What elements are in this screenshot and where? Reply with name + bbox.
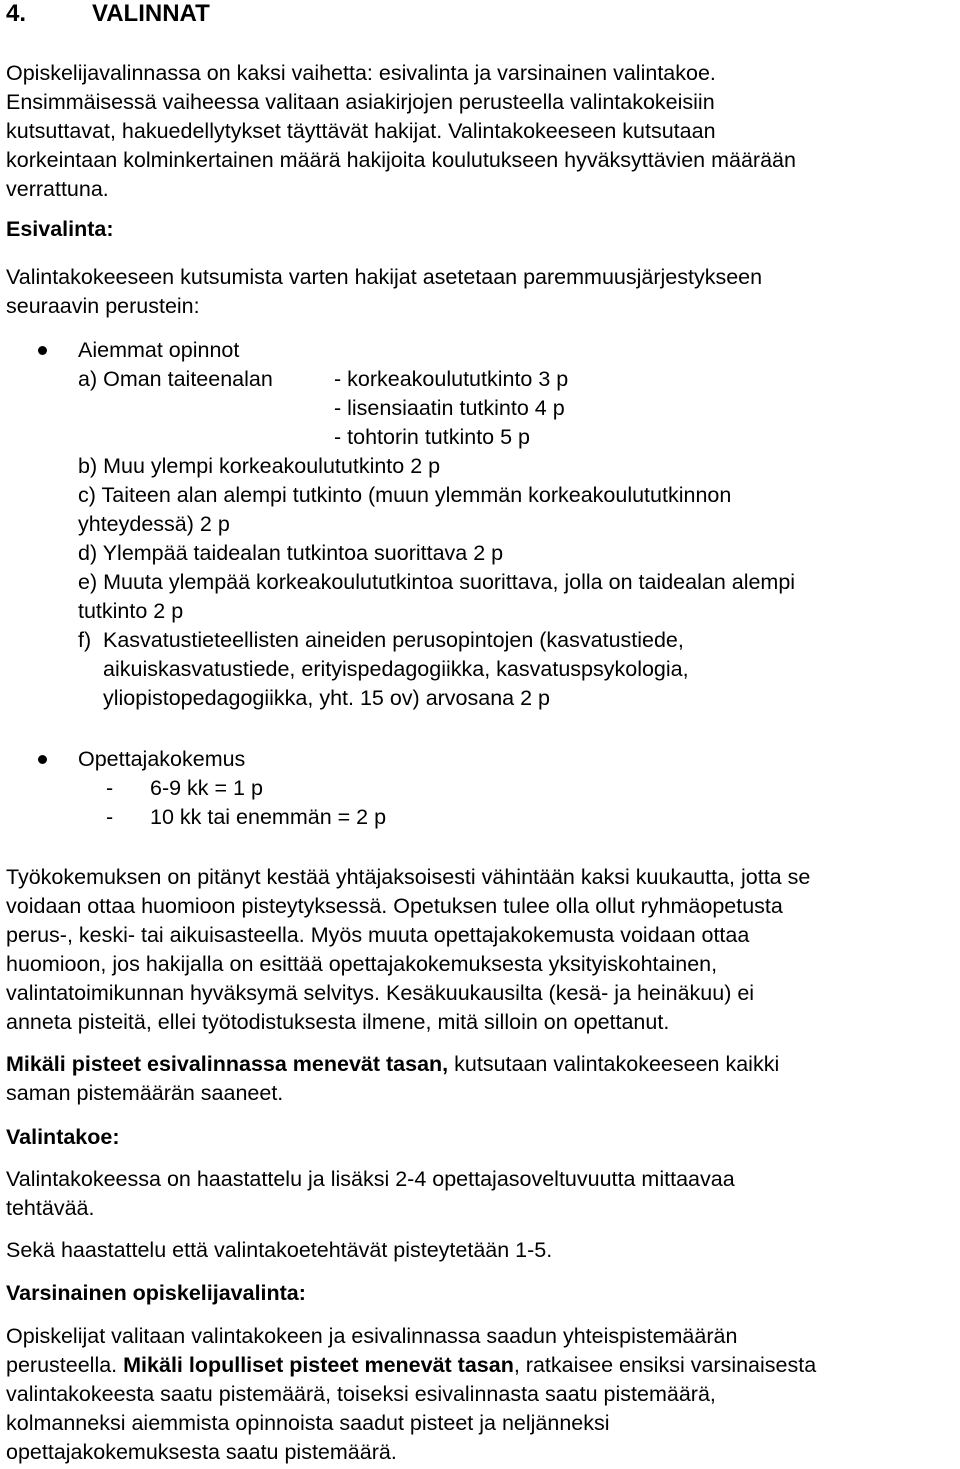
opettaja-item: 10 kk tai enemmän = 2 p: [150, 805, 387, 829]
valintakoe-heading: Valintakoe:: [6, 1125, 120, 1149]
aiemmat-item: b) Muu ylempi korkeakoulututkinto 2 p: [78, 454, 441, 478]
tasan-rest: kutsutaan valintakokeeseen kaikki: [448, 1052, 780, 1076]
aiemmat-a-label: a) Oman taiteenalan: [78, 367, 273, 391]
tasan-bold: Mikäli pisteet esivalinnassa menevät tasan,: [6, 1052, 449, 1076]
section-number: 4.: [6, 0, 27, 27]
bullet-icon: [38, 346, 47, 355]
aiemmat-item: c) Taiteen alan alempi tutkinto (muun ylemmän korkeakoulututkinnon: [78, 483, 732, 507]
intro-line: korkeintaan kolminkertainen määrä hakijoita koulutukseen hyväksyttävien määrään: [6, 148, 796, 172]
aiemmat-item: d) Ylempää taidealan tutkintoa suorittava 2 p: [78, 541, 504, 565]
valintakoe-scoring: Sekä haastattelu että valintakoetehtävät pisteytetään 1-5.: [6, 1238, 553, 1262]
aiemmat-a-item: - lisensiaatin tutkinto 4 p: [334, 396, 565, 420]
tasan-line2: saman pistemäärän saaneet.: [6, 1081, 284, 1105]
varsinainen-bold: Mikäli lopulliset pisteet menevät tasan: [123, 1353, 514, 1377]
opettaja-dash: -: [106, 805, 114, 829]
tyokokemus-line: valintatoimikunnan hyväksymä selvitys. Kesäkuukausilta (kesä- ja heinäkuu) ei: [6, 981, 755, 1005]
tyokokemus-line: Työkokemuksen on pitänyt kestää yhtäjaksoisesti vähintään kaksi kuukautta, jotta se: [6, 865, 811, 889]
varsinainen-line: [6, 1355, 816, 1377]
varsinainen-line: Opiskelijat valitaan valintakokeen ja esivalinnassa saadun yhteispistemäärän: [6, 1324, 738, 1348]
aiemmat-f-line: yliopistopedagogiikka, yht. 15 ov) arvosana 2 p: [103, 686, 550, 710]
tyokokemus-line: huomioon, jos hakijalla on esittää opettajakokemuksesta yksityiskohtainen,: [6, 952, 718, 976]
aiemmat-a-item: - tohtorin tutkinto 5 p: [334, 425, 530, 449]
bullet-icon: [38, 755, 47, 764]
aiemmat-item: tutkinto 2 p: [78, 599, 184, 623]
varsinainen-line: opettajakokemuksesta saatu pistemäärä.: [6, 1440, 397, 1464]
opettaja-item: 6-9 kk = 1 p: [150, 776, 263, 800]
intro-line: kutsuttavat, hakuedellytykset täyttävät hakijat. Valintakokeeseen kutsutaan: [6, 119, 716, 143]
opettaja-title: Opettajakokemus: [78, 747, 246, 771]
esivalinta-heading: Esivalinta:: [6, 217, 114, 241]
tyokokemus-line: anneta pisteitä, ellei työtodistuksesta ilmene, mitä silloin on opettanut.: [6, 1010, 670, 1034]
tyokokemus-line: perus-, keski- tai aikuisasteella. Myös muuta opettajakokemusta voidaan ottaa: [6, 923, 750, 947]
varsinainen-heading: Varsinainen opiskelijavalinta:: [6, 1281, 306, 1305]
intro-line: verrattuna.: [6, 177, 109, 201]
varsinainen-line: kolmanneksi aiemmista opinnoista saadut pisteet ja neljänneksi: [6, 1411, 610, 1435]
aiemmat-f-line: aikuiskasvatustiede, erityispedagogiikka, kasvatuspsykologia,: [103, 657, 689, 681]
aiemmat-item: yhteydessä) 2 p: [78, 512, 230, 536]
intro-line: Ensimmäisessä vaiheessa valitaan asiakirjojen perusteella valintakokeisiin: [6, 90, 715, 114]
varsinainen-post: , ratkaisee ensiksi varsinaisesta: [513, 1353, 817, 1377]
intro-line: Opiskelijavalinnassa on kaksi vaihetta: esivalinta ja varsinainen valintakoe.: [6, 61, 716, 85]
aiemmat-a-item: - korkeakoulututkinto 3 p: [334, 367, 569, 391]
opettaja-dash: -: [106, 776, 114, 800]
varsinainen-line: valintakokeesta saatu pistemäärä, toiseksi esivalinnasta saatu pistemäärä,: [6, 1382, 716, 1406]
aiemmat-f-line: Kasvatustieteellisten aineiden perusopintojen (kasvatustiede,: [103, 628, 684, 652]
varsinainen-pre: perusteella.: [6, 1353, 124, 1377]
tyokokemus-line: voidaan ottaa huomioon pisteytyksessä. Opetuksen tulee olla ollut ryhmäopetusta: [6, 894, 783, 918]
tasan-line: [6, 1054, 779, 1076]
valintakoe-line: Valintakokeessa on haastattelu ja lisäksi 2-4 opettajasoveltuvuutta mittaavaa: [6, 1167, 735, 1191]
valintakoe-line: tehtävää.: [6, 1196, 95, 1220]
section-title: VALINNAT: [92, 0, 210, 27]
aiemmat-title: Aiemmat opinnot: [78, 338, 240, 362]
aiemmat-item: e) Muuta ylempää korkeakoulututkintoa suorittava, jolla on taidealan alempi: [78, 570, 796, 594]
esivalinta-line: Valintakokeeseen kutsumista varten hakijat asetetaan paremmuusjärjestykseen: [6, 265, 763, 289]
aiemmat-f-prefix: f): [78, 628, 92, 652]
esivalinta-line: seuraavin perustein:: [6, 294, 200, 318]
